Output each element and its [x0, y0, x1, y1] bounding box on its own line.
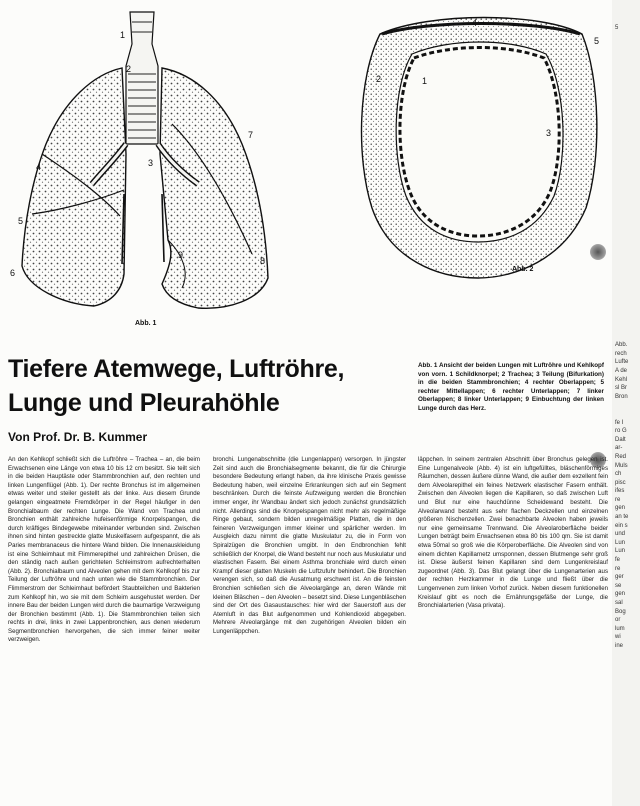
adjacent-page-fragment: Red: [615, 453, 627, 460]
adjacent-page-fragment: re: [615, 565, 621, 572]
body-column-2: bronchi. Lungenabschnitte (die Lungenlappen) versorgen. In jüngster Zeit sind auch die Bronchialsegmente bekannt, die für die Chirurgie besondere Bedeutung erlangt haben, da ihre klinische Praxis gewisse Bedeutung haben, weil einzelne Erkrankungen sich auf ein Segment beschränken. Durch die feinste Aufzweigung werden die Bronchien immer enger, ihr Wandbau ändert sich jedoch zunächst grundsätzlich nicht. Allerdings sind die Knorpelspangen nicht mehr als regelmäßige Ringe gebaut, sondern bilden unregelmäßige Platten, die in den feineren Verzweigungen immer kleiner und spärlicher werden. Im Ausgleich dazu nimmt die glatte Muskulatur zu, die in Form von Spiralzügen die Bronchien umgibt. In den Endbronchien fehlt schließlich der Knorpel, die Wand besteht nur noch aus Muskulatur und elastischen Fasern. Bei einem Asthma bronchiale wird durch einen Krampf dieser glatten Muskeln die Luftzufuhr behindert. Die Bronchien verengen sich, so daß die Ausatmung erschwert ist. An die feinsten Bronchien schließen sich die Alveolargänge an, deren Wände mit kleinen Bläschen – den Alveolen – besetzt sind. Diese Lungenbläschen sind der Ort des Gasaustausches: hier wird der Sauerstoff aus der Atemluft in das Blut aufgenommen und Kohlendioxid abgegeben. Mehrere Alveolargänge mit den zugehörigen Alveolen bilden ein Lungenläppchen.: [213, 456, 406, 635]
svg-text:5: 5: [18, 216, 24, 226]
adjacent-page-fragment: pisc: [615, 479, 626, 486]
adjacent-page-fragment: [612, 410, 640, 419]
adjacent-page-fragment: [612, 401, 640, 410]
adjacent-page-fragment: an te: [615, 514, 629, 521]
adjacent-page-fragment: lum: [615, 625, 625, 632]
figure-caption: Abb. 1 Ansicht der beiden Lungen mit Luftröhre und Kehlkopf von vorn. 1 Schildknorpel; 2 Trachea; 3 Teilung (Bifurkation) in die beiden Stammbronchien; 4 rechter Oberlappen; 5 rechter Mittellappen; 6 rechter Unterlappen; 7 linker Oberlappen; 8 linker Unterlappen; 9 Einbuchtung der linken Lunge durch das Herz.: [418, 362, 604, 412]
svg-text:1: 1: [120, 30, 126, 40]
adjacent-page-fragment: Kehl: [615, 376, 628, 383]
adjacent-page-fragment: Muls: [615, 462, 628, 469]
adjacent-page-fragment: Abb.: [615, 342, 628, 349]
adjacent-page-fragment: rech: [615, 350, 627, 357]
svg-text:4: 4: [36, 162, 42, 172]
adjacent-page-fragment: ro G: [615, 428, 627, 435]
body-column-3: läppchen. In seinem zentralen Abschnitt über Bronchus gelegen ist. Eine Lungenalveole (Abb. 4) ist ein luftgefülltes, bläschenförmiges Räumchen, dessen äußere dünne Wand, die außer dem exzellent fein dem Alveolarepithel ein feines Netzwerk elastischer Fasern enthält. Zwischen den Alveolen liegen die Kapillaren, so daß zwischen Luft und Blut nur eine hauchdünne Scheidewand besteht. Die Alveolarwand besteht aus sehr flachen Deckzellen und einzelnen größeren Nischenzellen. Zwei benachbarte Alveolen haben jeweils nur eine gemeinsame Trennwand. Die Alveolaroberfläche beider Lungen beträgt beim Erwachsenen etwa 80 bis 100 qm. Sie ist damit etwa 50mal so groß wie die Körperoberfläche. Die Alveolen sind von einem dichten Kapillarnetz umsponnen, dessen Blutmenge sehr groß ist. Diese äußerst feinen Kapillaren sind dem Lungenkreislauf zugeordnet (Abb. 3). Das Blut gelangt über die Lungenarterien aus der rechten Herzkammer in die Lunge und fließt über die Lungenvenen zum linken Vorhof zurück. Neben diesem funktionellen Kreislauf gibt es noch die Ernährungsgefäße der Lunge, die Bronchialarterien (Vasa privata).: [418, 456, 608, 610]
svg-text:4: 4: [472, 18, 478, 28]
adjacent-page-fragment: sal: [615, 600, 623, 606]
adjacent-page-fragment: ch: [615, 471, 622, 478]
svg-text:7: 7: [248, 130, 254, 140]
trachea-cross-section-illustration: [350, 8, 608, 280]
figure-2-label: Abb. 2: [512, 266, 534, 273]
article-title: Tiefere Atemwege, Luftröhre, Lunge und Pleurahöhle: [8, 355, 345, 417]
adjacent-page-fragment: 5: [615, 25, 619, 31]
adjacent-page-fragment: fe I: [615, 419, 624, 426]
adjacent-page-fragment: Lufte: [615, 359, 629, 366]
adjacent-page-fragment: Bron: [615, 393, 628, 400]
figure-1-label: Abb. 1: [135, 320, 157, 327]
adjacent-page-fragment: Lun: [615, 539, 626, 546]
adjacent-page-fragment: gen: [615, 505, 626, 512]
lung-illustration: [2, 4, 306, 334]
svg-text:3: 3: [546, 128, 552, 138]
binder-hole: [590, 244, 606, 260]
adjacent-page-fragment: se: [615, 582, 622, 589]
adjacent-page-fragment: gen: [615, 591, 626, 598]
adjacent-page-fragment: ifes: [615, 488, 625, 495]
adjacent-page-fragment: ger: [615, 574, 624, 581]
svg-text:8: 8: [260, 256, 266, 266]
adjacent-page-fragment: ar-: [615, 445, 623, 452]
adjacent-page-fragment: A de: [615, 367, 628, 374]
svg-text:3: 3: [148, 158, 154, 168]
adjacent-page-fragment: fe: [615, 557, 621, 564]
svg-text:9: 9: [178, 250, 184, 260]
adjacent-page-fragment: Dalt: [615, 436, 626, 443]
adjacent-page-fragment: sl Br: [615, 385, 627, 392]
adjacent-page-fragment: [612, 33, 640, 42]
svg-text:2: 2: [126, 64, 132, 74]
article-author: Von Prof. Dr. B. Kummer: [8, 430, 148, 444]
svg-text:5: 5: [594, 36, 600, 46]
adjacent-page-fragment: Lun: [615, 548, 626, 555]
body-column-1: An den Kehlkopf schließt sich die Luftröhre – Trachea – an, die beim Erwachsenen eine Länge von etwa 10 bis 12 cm besitzt. Sie teilt sich in die beiden Hauptäste oder Stammbronchien auf, den rechten und linken Lungenflügel (Abb. 1). Der rechte Bronchus ist im allgemeinen etwas weiter und steiler gestellt als der linke. Aus diesem Grunde gelangen eingeatmete Fremdkörper in der Regel häufiger in den Bronchialbaum der rechten Lunge. Die Wand von Trachea und Bronchien enthält zahlreiche hufeisenförmige Knorpelspangen, die durch kräftiges Bindegewebe miteinander verbunden sind. Zwischen ihnen sind hinten gestreckte glatte Muskelfasern aufgespannt, die als Paries membranaceus die hintere Wand bilden. Die Innenauskleidung ist eine Schleimhaut mit Flimmerepithel und zahlreichen Drüsen, die den ständig nach außen gerichteten Schleimstrom aufrechterhalten (Abb. 2). Bronchialbaum und Alveolen gehen mit dem Kehlkopf bis zur Teilung der Luftröhre und nach unten wie die Stammbronchien. Der Flimmerstrom der Schleimhaut befördert Staubteilchen und Bakterien zum Kehlkopf hin, wo sie mit dem Schleim ausgehustet werden. Der innere Bau der beiden Lungen wird durch die baumartige Verzweigung der Bronchien bestimmt (Abb. 1). Die Stammbronchien teilen sich rechts in drei, links in zwei Lappenbronchien, aus denen wiederum Segmentbronchien hervorgehen, die sich immer feiner weiter verzweigen.: [8, 456, 200, 644]
adjacent-page-fragment: or: [615, 617, 621, 624]
svg-text:6: 6: [10, 268, 16, 278]
adjacent-page-fragment: wi: [615, 634, 621, 641]
adjacent-page-fragment: ine: [615, 642, 624, 649]
adjacent-page-fragment: und: [615, 531, 626, 538]
adjacent-page-fragment: Bog: [615, 608, 626, 615]
svg-text:2: 2: [376, 74, 382, 84]
svg-text:1: 1: [422, 76, 428, 86]
adjacent-page-fragment: ein s: [615, 522, 628, 529]
adjacent-page-strip: [612, 0, 640, 806]
adjacent-page-fragment: re: [615, 496, 621, 503]
